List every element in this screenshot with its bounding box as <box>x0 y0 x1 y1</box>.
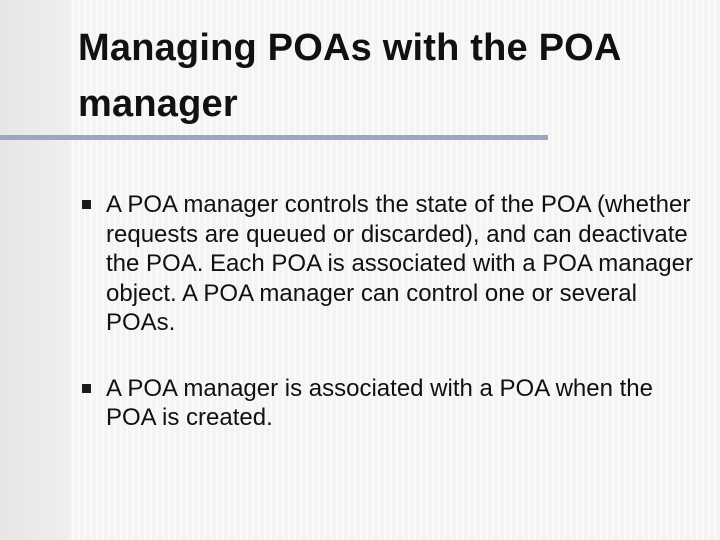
bullet-text: A POA manager is associated with a POA when the POA is created. <box>106 374 653 431</box>
bullet-list <box>78 190 708 469</box>
slide-margin-shade <box>0 0 70 540</box>
slide-title: Managing POAs with the POA manager <box>78 27 621 125</box>
square-bullet-icon <box>82 384 91 393</box>
title-divider <box>0 135 548 140</box>
bullet-item <box>78 190 708 338</box>
bullet-text: A POA manager controls the state of the POA (whether requests are queued or discarded), and can deactivate the POA. Each POA is associated with a POA manager object. A POA manager can control one or several POAs. <box>106 191 693 336</box>
bullet-item <box>78 374 708 433</box>
square-bullet-icon <box>82 200 91 209</box>
